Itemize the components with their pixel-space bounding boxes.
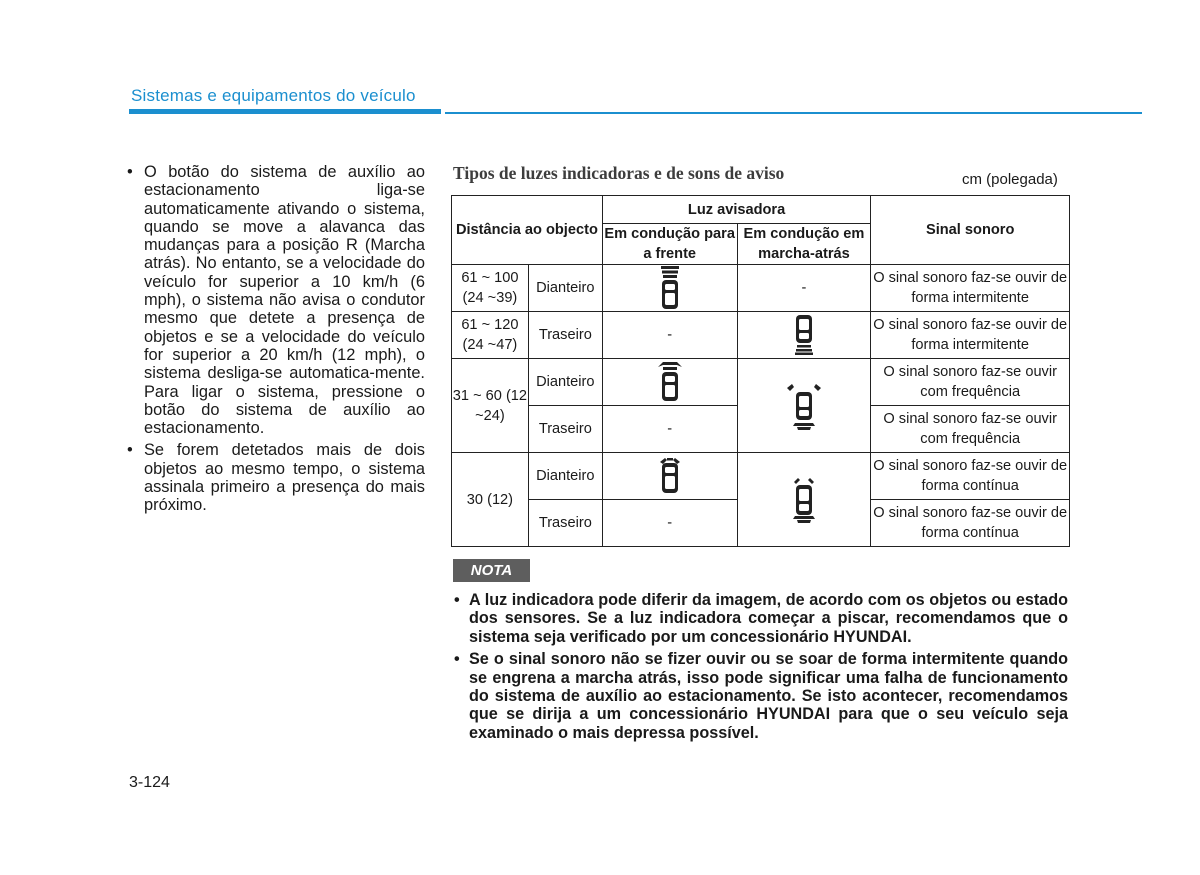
sound-cell: O sinal sonoro faz-se ouvir com frequência <box>871 406 1070 453</box>
header-rule <box>445 112 1142 114</box>
header-forward: Em condução para a frente <box>602 224 737 265</box>
section-title: Sistemas e equipamentos do veículo <box>131 86 416 105</box>
position-cell: Dianteiro <box>528 453 602 500</box>
header-distance: Distância ao objecto <box>452 196 603 265</box>
sound-cell: O sinal sonoro faz-se ouvir de forma intermitente <box>871 312 1070 359</box>
forward-cell: - <box>602 312 737 359</box>
list-item: • Se forem detetados mais de dois objetos ao mesmo tempo, o sistema assinala primeiro a presença do mais próximo. <box>127 441 425 514</box>
forward-cell <box>602 359 737 406</box>
sound-cell: O sinal sonoro faz-se ouvir com frequência <box>871 359 1070 406</box>
indicator-table <box>451 195 1070 547</box>
position-cell: Traseiro <box>528 312 602 359</box>
sound-cell: O sinal sonoro faz-se ouvir de forma contínua <box>871 453 1070 500</box>
forward-cell: - <box>602 500 737 547</box>
car-front-warning-icon <box>655 362 685 402</box>
reverse-cell: - <box>737 265 871 312</box>
forward-cell <box>602 265 737 312</box>
position-cell: Traseiro <box>528 406 602 453</box>
reverse-cell <box>737 453 871 547</box>
unit-label: cm (polegada) <box>962 171 1058 188</box>
car-front-rear-warning-icon <box>784 382 824 430</box>
distance-cell: 61 ~ 100 (24 ~39) <box>452 265 529 312</box>
list-item: • A luz indicadora pode diferir da imagem, de acordo com os objetos ou estado dos sensores. Se a luz indicadora começar a piscar, recomendamos que o sistema seja verificado por um concessionário HYUNDAI. <box>452 591 1068 646</box>
sound-cell: O sinal sonoro faz-se ouvir de forma intermitente <box>871 265 1070 312</box>
position-cell: Dianteiro <box>528 359 602 406</box>
forward-cell: - <box>602 406 737 453</box>
header-reverse: Em condução em marcha-atrás <box>737 224 871 265</box>
nota-list <box>452 591 1068 746</box>
distance-cell: 30 (12) <box>452 453 529 547</box>
distance-cell: 61 ~ 120 (24 ~47) <box>452 312 529 359</box>
table-title: Tipos de luzes indicadoras e de sons de aviso <box>453 163 785 183</box>
list-item: • O botão do sistema de auxílio ao estacionamento liga-se automaticamente ativando o sistema, quando se move a alavanca das mudanças para a posição R (Marcha atrás). No entanto, se a velocidade do veículo for superior a 10 km/h (6 mph), o sistema não avisa o condutor mesmo que detete a presença de objetos e se a velocidade do veículo for superior a 20 km/h (12 mph), o sistema desliga-se automatica-mente. Para ligar o sistema, pressione o botão do sistema de auxílio ao estacionamento. <box>127 163 425 437</box>
car-front-warning-icon <box>658 266 682 310</box>
position-cell: Traseiro <box>528 500 602 547</box>
reverse-cell <box>737 312 871 359</box>
position-cell: Dianteiro <box>528 265 602 312</box>
forward-cell <box>602 453 737 500</box>
reverse-cell <box>737 359 871 453</box>
page-number: 3-124 <box>129 774 170 791</box>
car-front-rear-close-warning-icon <box>789 477 819 523</box>
distance-cell: 31 ~ 60 (12 ~24) <box>452 359 529 453</box>
header-light: Luz avisadora <box>602 196 871 224</box>
car-front-close-warning-icon <box>657 458 683 494</box>
nota-badge: NOTA <box>453 559 530 582</box>
list-item: • Se o sinal sonoro não se fizer ouvir ou se soar de forma intermitente quando se engrena a marcha atrás, isso pode significar uma falha de funcionamento do sistema de auxílio ao estacionamento. Se isto acontecer, recomendamos que se dirija a um concessionário HYUNDAI para que o seu veículo seja examinado o mais depressa possível. <box>452 650 1068 742</box>
car-rear-warning-icon <box>792 315 816 355</box>
sound-cell: O sinal sonoro faz-se ouvir de forma contínua <box>871 500 1070 547</box>
left-column <box>127 163 425 519</box>
header-sound: Sinal sonoro <box>871 196 1070 265</box>
header-rule-accent <box>129 109 441 114</box>
